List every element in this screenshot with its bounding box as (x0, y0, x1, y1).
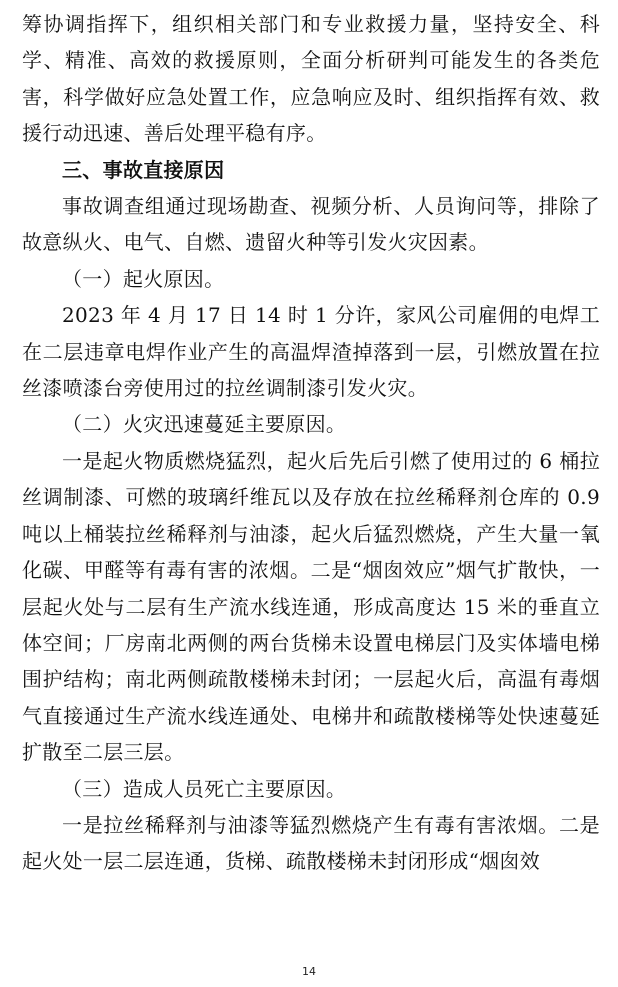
paragraph-fire-spread: 一是起火物质燃烧猛烈，起火后先后引燃了使用过的 6 桶拉丝调制漆、可燃的玻璃纤维瓦以及存放在拉丝稀释剂仓库的 0.9 吨以上桶装拉丝稀释剂与油漆，起火后猛烈燃烧，产生大量一氧化碳、甲醛等有毒有害的浓烟。二是“烟囱效应”烟气扩散快，一层起火处与二层有生产流水线连通，形成高度达 15 米的垂直立体空间；厂房南北两侧的两台货梯未设置电梯层门及实体墙电梯围护结构；南北两侧疏散楼梯未封闭；一层起火后，高温有毒烟气直接通过生产流水线连通处、电梯井和疏散楼梯等处快速蔓延扩散至二层三层。 (22, 448, 600, 765)
paragraph-rescue-principles: 筹协调指挥下，组织相关部门和专业救援力量，坚持安全、科学、精准、高效的救援原则，全面分析研判可能发生的各类危害，科学做好应急处置工作，应急响应及时、组织指挥有效、救援行动迅速、善后处理平稳有序。 (22, 12, 600, 146)
subheading-death-cause: （三）造成人员死亡主要原因。 (62, 776, 347, 801)
paragraph-fire-cause: 2023 年 4 月 17 日 14 时 1 分许，家风公司雇佣的电焊工在二层违章电焊作业产生的高温焊渣掉落到一层，引燃放置在拉丝漆喷漆台旁使用过的拉丝调制漆引发火灾。 (22, 303, 600, 401)
page-number: 14 (302, 965, 316, 978)
section-heading-direct-cause: 三、事故直接原因 (62, 157, 225, 182)
paragraph-death-cause: 一是拉丝稀释剂与油漆等猛烈燃烧产生有毒有害浓烟。二是起火处一层二层连通，货梯、疏散楼梯未封闭形成“烟囱效 (22, 812, 600, 874)
subheading-fire-cause: （一）起火原因。 (62, 266, 225, 291)
subheading-fire-spread: （二）火灾迅速蔓延主要原因。 (62, 412, 347, 437)
paragraph-investigation-exclusion: 事故调查组通过现场勘查、视频分析、人员询问等，排除了故意纵火、电气、自燃、遗留火种等引发火灾因素。 (22, 194, 600, 255)
